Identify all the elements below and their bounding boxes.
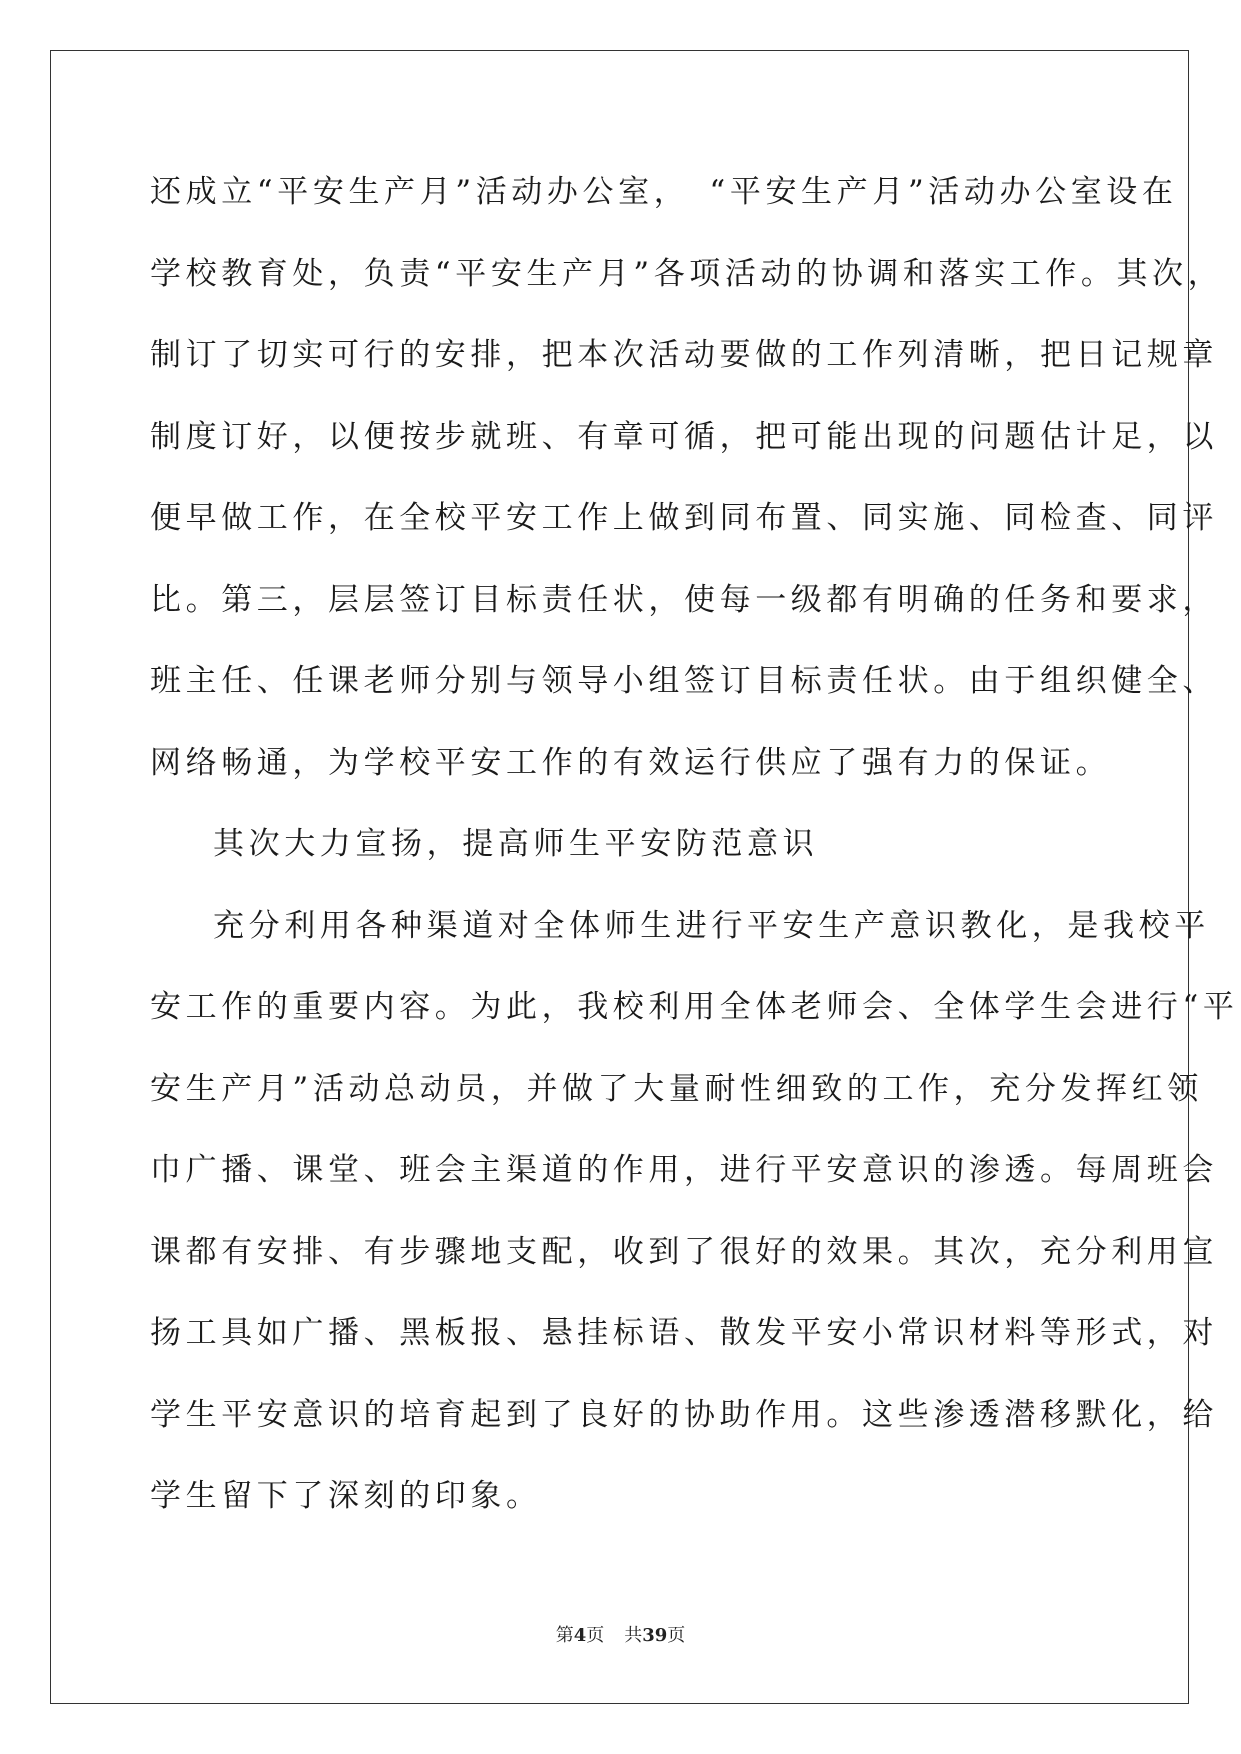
text-line: 比。第三，层层签订目标责任状，使每一级都有明确的任务和要求，	[150, 581, 1218, 618]
page-number: 4	[573, 1625, 587, 1646]
text-line: 还成立“平安生产月”活动办公室， “平安生产月”活动办公室设在	[150, 174, 1178, 210]
text-line: 安生产月”活动总动员，并做了大量耐性细致的工作，充分发挥红领	[150, 1070, 1203, 1107]
text-line: 学生平安意识的培育起到了良好的协助作用。这些渗透潜移默化，给	[150, 1396, 1218, 1433]
text-line: 班主任、任课老师分别与领导小组签订目标责任状。由于组织健全、	[150, 663, 1218, 699]
text-line: 学生留下了深刻的印象。	[150, 1478, 542, 1514]
page-suffix: 页	[586, 1625, 605, 1646]
section-heading: 其次大力宣扬，提高师生平安防范意识	[213, 826, 819, 862]
text-line: 扬工具如广播、黑板报、悬挂标语、散发平安小常识材料等形式，对	[150, 1315, 1218, 1351]
text-line: 课都有安排、有步骤地支配，收到了很好的效果。其次，充分利用宣	[150, 1233, 1218, 1270]
text-line: 制度订好，以便按步就班、有章可循，把可能出现的问题估计足，以	[150, 418, 1218, 455]
total-prefix: 共	[624, 1625, 643, 1646]
text-line: 制订了切实可行的安排，把本次活动要做的工作列清晰，把日记规章	[150, 337, 1218, 373]
page-footer	[0, 1621, 1241, 1647]
total-suffix: 页	[667, 1625, 686, 1646]
page-prefix: 第	[555, 1625, 574, 1646]
text-line: 巾广播、课堂、班会主渠道的作用，进行平安意识的渗透。每周班会	[150, 1152, 1218, 1188]
text-line: 便早做工作，在全校平安工作上做到同布置、同实施、同检查、同评	[150, 500, 1218, 536]
paragraph-start: 充分利用各种渠道对全体师生进行平安生产意识教化，是我校平	[213, 907, 1210, 944]
total-pages: 39	[642, 1625, 668, 1646]
text-line: 网络畅通，为学校平安工作的有效运行供应了强有力的保证。	[150, 744, 1112, 781]
text-line: 学校教育处，负责“平安生产月”各项活动的协调和落实工作。其次，	[150, 255, 1224, 292]
text-line: 安工作的重要内容。为此，我校利用全体老师会、全体学生会进行“平	[150, 989, 1239, 1025]
document-body	[150, 152, 1239, 1538]
